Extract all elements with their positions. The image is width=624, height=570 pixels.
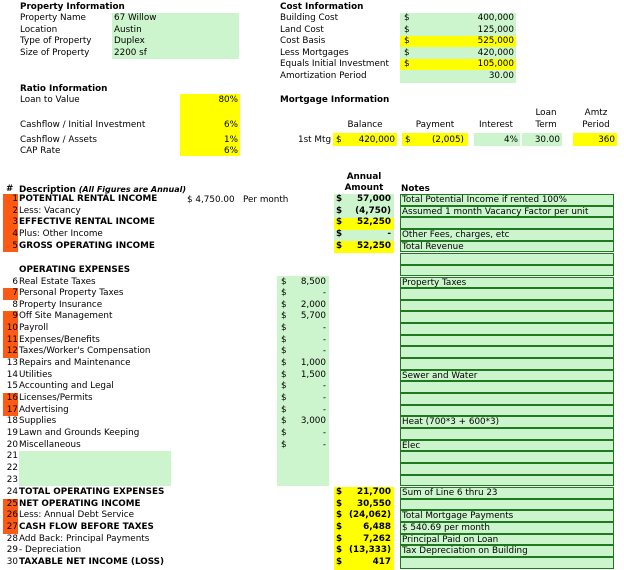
line-5-number: 5 bbox=[3, 241, 18, 253]
line-3-dollar: $ bbox=[336, 217, 343, 228]
loan-term-header-line1: Loan bbox=[535, 108, 557, 118]
line-29-note[interactable]: Tax Depreciation on Building bbox=[400, 545, 614, 557]
property-name-label: Property Name bbox=[20, 13, 86, 23]
line-18-note[interactable]: Heat (700*3 + 600*3) bbox=[400, 416, 614, 428]
line-28-value: 7,262 bbox=[363, 533, 391, 544]
cashflow-assets-label: Cashflow / Assets bbox=[20, 135, 97, 145]
line-22-amount[interactable] bbox=[277, 463, 329, 475]
line-3-number: 3 bbox=[3, 217, 18, 229]
line-16-amount[interactable] bbox=[277, 393, 329, 405]
line-5-label: GROSS OPERATING INCOME bbox=[19, 240, 155, 251]
line-26-amount[interactable] bbox=[334, 510, 394, 522]
line-17-note[interactable] bbox=[400, 405, 614, 417]
line-20-amount[interactable] bbox=[277, 440, 329, 452]
line-12-dollar: $ bbox=[281, 346, 287, 357]
line-2-dollar: $ bbox=[336, 205, 343, 216]
line-16-dollar: $ bbox=[281, 393, 287, 403]
line-15-value: - bbox=[322, 381, 326, 392]
loan-to-value-value: 80% bbox=[218, 95, 238, 105]
line-10-value: - bbox=[322, 323, 326, 334]
line-21-number: 21 bbox=[6, 451, 18, 462]
description-header-note: (All Figures are Annual) bbox=[78, 185, 186, 194]
line-15-amount[interactable] bbox=[277, 381, 329, 393]
line-14-value: 1,500 bbox=[300, 369, 326, 380]
interest-value: 4% bbox=[504, 135, 518, 145]
line-30-value: 417 bbox=[372, 556, 391, 567]
line-14-dollar: $ bbox=[281, 369, 287, 380]
cap-rate-value: 6% bbox=[224, 146, 238, 156]
line-27-dollar: $ bbox=[336, 521, 343, 532]
line-28-note[interactable]: Principal Paid on Loan bbox=[400, 534, 614, 546]
initial-investment-label: Equals Initial Investment bbox=[280, 59, 389, 69]
line-3-amount[interactable] bbox=[334, 217, 394, 229]
interest-header: Interest bbox=[479, 120, 513, 130]
line-10-dollar: $ bbox=[281, 323, 287, 334]
line-22-note[interactable] bbox=[400, 463, 614, 475]
line-15-label: Accounting and Legal bbox=[19, 381, 114, 392]
line-27-note[interactable]: $ 540.69 per month bbox=[400, 522, 614, 534]
line-9-value: 5,700 bbox=[300, 311, 326, 322]
empty-note-cell[interactable] bbox=[400, 253, 614, 265]
per-month-label: Per month bbox=[243, 195, 289, 205]
line-5-value: 52,250 bbox=[357, 240, 391, 251]
line-29-label: - Depreciation bbox=[19, 545, 82, 556]
initial-investment-value[interactable]: 105,000 bbox=[477, 59, 514, 69]
line-8-number: 8 bbox=[12, 299, 18, 310]
line-1-label: POTENTIAL RENTAL INCOME bbox=[19, 194, 158, 204]
property-size-value[interactable]: 2200 sf bbox=[114, 47, 147, 58]
line-27-amount[interactable] bbox=[334, 522, 394, 534]
line-10-amount[interactable] bbox=[277, 323, 329, 335]
line-12-note[interactable] bbox=[400, 346, 614, 358]
line-15-note[interactable] bbox=[400, 381, 614, 393]
line-26-label: Less: Annual Debt Service bbox=[19, 510, 134, 521]
less-mortgages-label: Less Mortgages bbox=[280, 47, 349, 58]
line-30-number: 30 bbox=[6, 556, 18, 567]
balance-value: 420,000 bbox=[358, 135, 395, 145]
line-27-number: 27 bbox=[3, 522, 18, 534]
line-14-note[interactable]: Sewer and Water bbox=[400, 370, 614, 382]
line-19-amount[interactable] bbox=[277, 428, 329, 440]
line-30-amount[interactable] bbox=[334, 557, 394, 569]
line-16-number: 16 bbox=[3, 393, 18, 405]
line-11-value: - bbox=[322, 334, 326, 345]
line-24-dollar: $ bbox=[336, 487, 343, 497]
mortgage-info-header: Mortgage Information bbox=[280, 95, 390, 105]
line-25-note[interactable] bbox=[400, 499, 614, 511]
line-13-value: 1,000 bbox=[300, 358, 326, 369]
first-mortgage-label: 1st Mtg bbox=[298, 135, 332, 145]
property-name-value[interactable]: 67 Willow bbox=[114, 13, 157, 23]
line-17-value: - bbox=[322, 404, 326, 415]
land-cost-value[interactable]: 125,000 bbox=[477, 24, 514, 35]
line-26-note[interactable]: Total Mortgage Payments bbox=[400, 510, 614, 522]
payment-dollar: $ bbox=[405, 135, 411, 145]
line-10-note[interactable] bbox=[400, 323, 614, 335]
line-15-number: 15 bbox=[6, 381, 18, 392]
line-14-amount[interactable] bbox=[277, 370, 329, 382]
line-25-value: 30,550 bbox=[357, 498, 391, 509]
line-28-dollar: $ bbox=[336, 533, 343, 544]
amtz-header-line2: Period bbox=[582, 120, 610, 130]
line-24-value: 21,700 bbox=[357, 487, 391, 497]
line-29-amount[interactable] bbox=[334, 545, 394, 557]
line-18-dollar: $ bbox=[281, 416, 287, 427]
line-25-label: NET OPERATING INCOME bbox=[19, 498, 141, 509]
line-8-dollar: $ bbox=[281, 299, 287, 310]
line-6-label: Real Estate Taxes bbox=[19, 276, 96, 287]
line-24-number: 24 bbox=[6, 487, 18, 497]
line-12-amount[interactable] bbox=[277, 346, 329, 358]
line-23-amount[interactable] bbox=[277, 475, 329, 487]
amtz-header-line1: Amtz bbox=[584, 108, 608, 118]
line-6-amount[interactable] bbox=[277, 277, 329, 289]
amortization-label: Amortization Period bbox=[280, 71, 367, 81]
line-8-amount[interactable] bbox=[277, 300, 329, 312]
line-17-dollar: $ bbox=[281, 404, 287, 415]
line-17-amount[interactable] bbox=[277, 405, 329, 417]
line-4-value: - bbox=[387, 228, 391, 239]
line-7-note[interactable] bbox=[400, 288, 614, 300]
annual-header-line1: Annual bbox=[346, 172, 382, 182]
line-1-number: 1 bbox=[3, 194, 18, 206]
line-27-label: CASH FLOW BEFORE TAXES bbox=[19, 521, 154, 532]
line-13-label: Repairs and Maintenance bbox=[19, 358, 131, 369]
initial-investment-dollar: $ bbox=[404, 59, 410, 69]
line-16-value: - bbox=[322, 393, 326, 403]
line-6-value: 8,500 bbox=[300, 276, 326, 287]
line-9-amount[interactable] bbox=[277, 311, 329, 323]
line-23-number: 23 bbox=[6, 474, 18, 485]
loan-to-value-label: Loan to Value bbox=[20, 95, 80, 105]
amtz-value: 360 bbox=[598, 135, 615, 145]
line-9-number: 9 bbox=[3, 311, 18, 323]
line-10-label: Payroll bbox=[19, 323, 49, 334]
cashflow-investment-label: Cashflow / Initial Investment bbox=[20, 120, 146, 130]
line-6-note[interactable]: Property Taxes bbox=[400, 277, 614, 289]
line-25-dollar: $ bbox=[336, 498, 343, 509]
line-1-dollar: $ bbox=[336, 194, 343, 204]
line-15-dollar: $ bbox=[281, 381, 287, 392]
line-11-number: 11 bbox=[3, 335, 18, 347]
line-4-label: Plus: Other Income bbox=[19, 228, 103, 239]
line-28-label: Add Back: Principal Payments bbox=[19, 533, 150, 544]
line-11-note[interactable] bbox=[400, 335, 614, 347]
building-cost-value[interactable]: 400,000 bbox=[477, 13, 514, 23]
line-19-label: Lawn and Grounds Keeping bbox=[19, 427, 140, 438]
line-30-note[interactable] bbox=[400, 557, 614, 569]
line-25-number: 25 bbox=[3, 499, 18, 511]
line-12-value: - bbox=[322, 346, 326, 357]
building-cost-dollar: $ bbox=[404, 13, 410, 23]
line-4-amount[interactable] bbox=[334, 229, 394, 241]
line-24-label: TOTAL OPERATING EXPENSES bbox=[19, 487, 165, 497]
annual-header-line2: Amount bbox=[344, 183, 384, 193]
line-29-number: 29 bbox=[6, 545, 18, 556]
cap-rate-label: CAP Rate bbox=[20, 146, 61, 156]
line-5-note[interactable]: Total Revenue bbox=[400, 241, 614, 253]
building-cost-label: Building Cost bbox=[280, 13, 339, 23]
line-7-value: - bbox=[322, 288, 326, 299]
line-24-note[interactable]: Sum of Line 6 thru 23 bbox=[400, 487, 614, 499]
cashflow-investment-value: 6% bbox=[224, 120, 238, 130]
row-number-header: # bbox=[6, 184, 14, 194]
line-2-number: 2 bbox=[3, 206, 18, 218]
payment-value: (2,005) bbox=[431, 135, 464, 145]
line-26-value: (24,062) bbox=[349, 510, 391, 521]
line-11-amount[interactable] bbox=[277, 335, 329, 347]
line-19-note[interactable] bbox=[400, 428, 614, 440]
line-13-amount[interactable] bbox=[277, 358, 329, 370]
line-21-amount[interactable] bbox=[277, 451, 329, 463]
line-29-dollar: $ bbox=[336, 545, 343, 556]
line-19-dollar: $ bbox=[281, 427, 287, 438]
loan-term-value: 30.00 bbox=[534, 135, 560, 145]
line-2-label: Less: Vacancy bbox=[19, 205, 81, 216]
less-mortgages-dollar: $ bbox=[404, 47, 410, 58]
line-1-note[interactable]: Total Potential Income if rented 100% bbox=[400, 194, 614, 206]
line-10-number: 10 bbox=[3, 323, 18, 335]
line-12-number: 12 bbox=[3, 346, 18, 358]
line-9-dollar: $ bbox=[281, 311, 287, 322]
location-label: Location bbox=[20, 24, 58, 35]
line-20-label: Miscellaneous bbox=[19, 439, 81, 450]
description-header-text: Description bbox=[19, 185, 76, 195]
line-14-number: 14 bbox=[6, 369, 18, 380]
line-3-label: EFFECTIVE RENTAL INCOME bbox=[19, 217, 155, 228]
line-1-amount[interactable] bbox=[334, 194, 394, 206]
line-7-amount[interactable] bbox=[277, 288, 329, 300]
custom-expense-block bbox=[19, 451, 171, 486]
line-5-amount[interactable] bbox=[334, 241, 394, 253]
location-value[interactable]: Austin bbox=[114, 24, 142, 35]
property-size-label: Size of Property bbox=[20, 47, 90, 58]
line-2-note[interactable]: Assumed 1 month Vacancy Factor per unit bbox=[400, 206, 614, 218]
line-6-number: 6 bbox=[12, 276, 18, 287]
payment-header: Payment bbox=[415, 120, 455, 130]
property-info-header: Property Information bbox=[20, 2, 125, 12]
line-14-label: Utilities bbox=[19, 369, 53, 380]
line-30-label: TAXABLE NET INCOME (LOSS) bbox=[19, 556, 165, 567]
line-18-label: Supplies bbox=[19, 416, 57, 427]
per-month-value: $ 4,750.00 bbox=[187, 195, 235, 205]
amortization-value[interactable]: 30.00 bbox=[488, 71, 514, 81]
line-11-dollar: $ bbox=[281, 334, 287, 345]
line-9-label: Off Site Management bbox=[19, 311, 113, 322]
cost-basis-label: Cost Basis bbox=[280, 36, 326, 46]
balance-dollar: $ bbox=[336, 135, 342, 145]
line-8-value: 2,000 bbox=[300, 299, 326, 310]
line-12-label: Taxes/Worker's Compensation bbox=[19, 346, 151, 357]
line-27-value: 6,488 bbox=[363, 521, 391, 532]
line-17-number: 17 bbox=[3, 405, 18, 417]
line-13-note[interactable] bbox=[400, 358, 614, 370]
line-8-note[interactable] bbox=[400, 300, 614, 312]
line-25-amount[interactable] bbox=[334, 499, 394, 511]
line-19-number: 19 bbox=[6, 427, 18, 438]
line-16-label: Licenses/Permits bbox=[19, 393, 93, 403]
line-3-note[interactable] bbox=[400, 217, 614, 229]
notes-header: Notes bbox=[401, 184, 430, 194]
line-7-dollar: $ bbox=[281, 288, 287, 299]
line-28-number: 28 bbox=[6, 533, 18, 544]
line-20-value: - bbox=[322, 439, 326, 450]
line-4-dollar: $ bbox=[336, 228, 343, 239]
line-11-label: Expenses/Benefits bbox=[19, 334, 100, 345]
line-22-number: 22 bbox=[6, 462, 18, 473]
line-4-number: 4 bbox=[3, 229, 18, 241]
line-19-value: - bbox=[322, 427, 326, 438]
cost-basis-dollar: $ bbox=[404, 36, 410, 46]
cost-info-header: Cost Information bbox=[280, 2, 364, 12]
ratio-info-header: Ratio Information bbox=[20, 84, 108, 94]
balance-header: Balance bbox=[347, 120, 383, 130]
line-1-value: 57,000 bbox=[357, 194, 391, 204]
land-cost-dollar: $ bbox=[404, 24, 410, 35]
line-20-number: 20 bbox=[6, 439, 18, 450]
line-5-dollar: $ bbox=[336, 240, 343, 251]
line-8-label: Property Insurance bbox=[19, 299, 103, 310]
line-3-value: 52,250 bbox=[357, 217, 391, 228]
line-7-label: Personal Property Taxes bbox=[19, 288, 124, 299]
line-24-amount[interactable] bbox=[334, 487, 394, 499]
line-18-value: 3,000 bbox=[300, 416, 326, 427]
line-9-note[interactable] bbox=[400, 311, 614, 323]
line-18-amount[interactable] bbox=[277, 416, 329, 428]
empty-note-cell bbox=[400, 485, 614, 486]
line-6-dollar: $ bbox=[281, 276, 287, 287]
line-21-note[interactable] bbox=[400, 451, 614, 463]
line-18-number: 18 bbox=[6, 416, 18, 427]
property-type-label: Type of Property bbox=[20, 36, 92, 46]
line-29-value: (13,333) bbox=[349, 545, 391, 556]
line-26-dollar: $ bbox=[336, 510, 343, 521]
line-28-amount[interactable] bbox=[334, 534, 394, 546]
operating-expenses-header: OPERATING EXPENSES bbox=[19, 265, 131, 275]
line-7-number: 7 bbox=[3, 288, 18, 300]
less-mortgages-value[interactable]: 420,000 bbox=[477, 47, 514, 58]
cost-basis-value[interactable]: 525,000 bbox=[477, 36, 514, 46]
line-13-number: 13 bbox=[6, 358, 18, 369]
line-13-dollar: $ bbox=[281, 358, 287, 369]
line-30-dollar: $ bbox=[336, 556, 343, 567]
line-4-note[interactable]: Other Fees, charges, etc bbox=[400, 229, 614, 241]
line-20-dollar: $ bbox=[281, 439, 287, 450]
cashflow-assets-value: 1% bbox=[224, 135, 238, 145]
empty-note-cell[interactable] bbox=[400, 265, 614, 277]
line-16-note[interactable] bbox=[400, 393, 614, 405]
land-cost-label: Land Cost bbox=[280, 24, 324, 35]
line-20-note[interactable]: Elec bbox=[400, 440, 614, 452]
line-26-number: 26 bbox=[3, 510, 18, 522]
line-2-amount[interactable] bbox=[334, 206, 394, 218]
property-type-value[interactable]: Duplex bbox=[114, 36, 145, 46]
line-2-value: (4,750) bbox=[355, 205, 391, 216]
loan-term-header-line2: Term bbox=[535, 120, 557, 130]
line-17-label: Advertising bbox=[19, 404, 69, 415]
